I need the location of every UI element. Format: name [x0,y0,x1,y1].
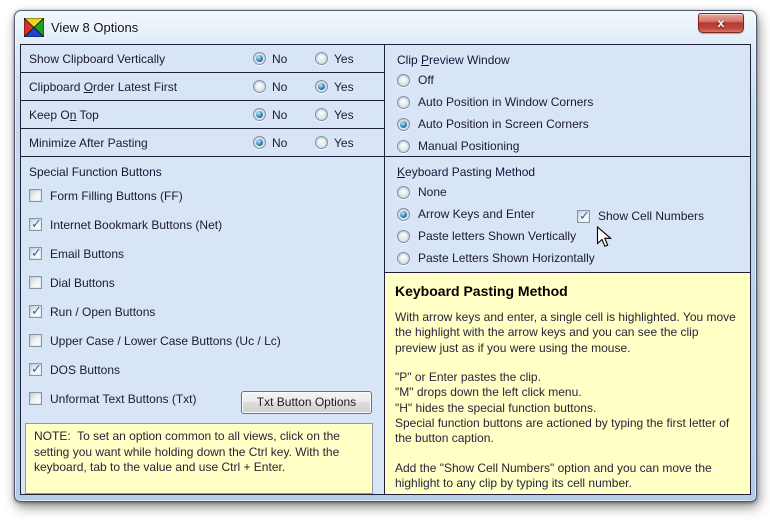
option-row-keep-on-top [21,101,384,129]
right-column [385,45,750,494]
radio-icon[interactable] [397,140,410,153]
radio-icon[interactable] [315,52,328,65]
radio-yes[interactable]: Yes [315,108,354,122]
titlebar[interactable] [15,11,756,44]
radio-icon[interactable] [253,108,266,121]
radio-none[interactable]: None [397,181,750,203]
checkbox-form-filling-buttons[interactable]: Form Filling Buttons (FF) [29,181,384,210]
options-window [14,10,757,502]
checkbox-show-cell-numbers[interactable]: ✓ Show Cell Numbers [577,209,704,223]
checkbox-icon[interactable] [29,363,42,376]
radio-off[interactable]: Off [397,69,750,91]
checkbox-icon[interactable] [29,189,42,202]
option-row-minimize-after-pasting [21,129,384,157]
radio-no[interactable]: No [253,136,287,150]
checkbox-unformat-text-buttons[interactable]: Unformat Text Buttons (Txt) [29,384,384,413]
app-icon [24,18,44,37]
txt-button-options-button[interactable]: Txt Button Options [241,391,372,414]
radio-icon[interactable] [315,80,328,93]
checkbox-icon[interactable] [29,305,42,318]
close-button[interactable]: x [698,13,744,33]
window-title: View 8 Options [51,20,139,35]
radio-icon[interactable] [315,108,328,121]
keyboard-pasting-method-heading: Keyboard Pasting Method [397,165,536,179]
radio-auto-position-window-corners[interactable]: Auto Position in Window Corners [397,91,750,113]
radio-icon[interactable] [315,136,328,149]
option-row-show-clipboard-vertically [21,45,384,73]
clip-preview-window-heading: Clip Preview Window [397,53,510,67]
clip-preview-window-section [385,45,750,157]
checkbox-dial-buttons[interactable]: Dial Buttons [29,268,384,297]
radio-icon[interactable] [397,252,410,265]
radio-icon[interactable] [397,118,410,131]
checkbox-icon[interactable] [29,247,42,260]
radio-no[interactable]: No [253,108,287,122]
radio-icon[interactable] [397,186,410,199]
special-function-buttons-heading: Special Function Buttons [29,165,162,179]
radio-icon[interactable] [253,80,266,93]
option-row-clipboard-order-latest-first [21,73,384,101]
keyboard-pasting-method-section [385,157,750,272]
radio-icon[interactable] [397,208,410,221]
radio-paste-letters-vertically[interactable]: Paste letters Shown Vertically [397,225,750,247]
radio-arrow-keys-and-enter[interactable]: Arrow Keys and Enter [397,203,750,225]
checkbox-icon[interactable] [29,218,42,231]
checkbox-icon[interactable] [29,334,42,347]
checkbox-upper-lower-case-buttons[interactable]: Upper Case / Lower Case Buttons (Uc / Lc) [29,326,384,355]
radio-yes[interactable]: Yes [315,80,354,94]
ctrl-key-note: NOTE: To set an option common to all views, click on the setting you want while holding down the Ctrl key. With the keyboard, tab to the value and use Ctrl + Enter. [25,423,373,494]
radio-paste-letters-horizontally[interactable]: Paste Letters Shown Horizontally [397,247,750,269]
radio-icon[interactable] [397,230,410,243]
checkbox-dos-buttons[interactable]: ✓ DOS Buttons [29,355,384,384]
dialog-body [20,44,751,495]
checkbox-icon[interactable] [577,210,590,223]
option-label: Clipboard Order Latest First [29,79,178,94]
radio-no[interactable]: No [253,80,287,94]
checkbox-internet-bookmark-buttons[interactable]: ✓ Internet Bookmark Buttons (Net) [29,210,384,239]
radio-icon[interactable] [397,96,410,109]
info-box-line: "P" or Enter pastes the clip. [395,369,541,384]
radio-icon[interactable] [397,74,410,87]
radio-icon[interactable] [253,52,266,65]
checkbox-email-buttons[interactable]: ✓ Email Buttons [29,239,384,268]
option-label: Show Clipboard Vertically [29,51,166,66]
checkbox-icon[interactable] [29,392,42,405]
info-box-line: "M" drops down the left click menu. [395,385,582,400]
radio-auto-position-screen-corners[interactable]: Auto Position in Screen Corners [397,113,750,135]
checkbox-run-open-buttons[interactable]: ✓ Run / Open Buttons [29,297,384,326]
checkbox-icon[interactable] [29,276,42,289]
radio-yes[interactable]: Yes [315,52,354,66]
option-label: Minimize After Pasting [29,135,148,150]
info-box-line: "H" hides the special function buttons. [395,400,597,415]
radio-yes[interactable]: Yes [315,136,354,150]
special-function-buttons-section [21,157,384,421]
radio-icon[interactable] [253,136,266,149]
radio-manual-positioning[interactable]: Manual Positioning [397,135,750,157]
info-box-paragraph: With arrow keys and enter, a single cell is highlighted. You move the highlight with the arrow keys and you can see the clip preview just as if you were using the mouse. [395,309,736,355]
keyboard-pasting-info-box [385,272,750,494]
info-box-line: Special function buttons are actioned by typing the first letter of the button caption. [395,416,730,446]
info-box-paragraph: Add the "Show Cell Numbers" option and you can move the highlight to any clip by typing its cell number. [395,460,712,491]
info-box-heading: Keyboard Pasting Method [395,283,568,299]
left-column [21,45,385,494]
option-label: Keep On Top [29,107,99,122]
radio-no[interactable]: No [253,52,287,66]
